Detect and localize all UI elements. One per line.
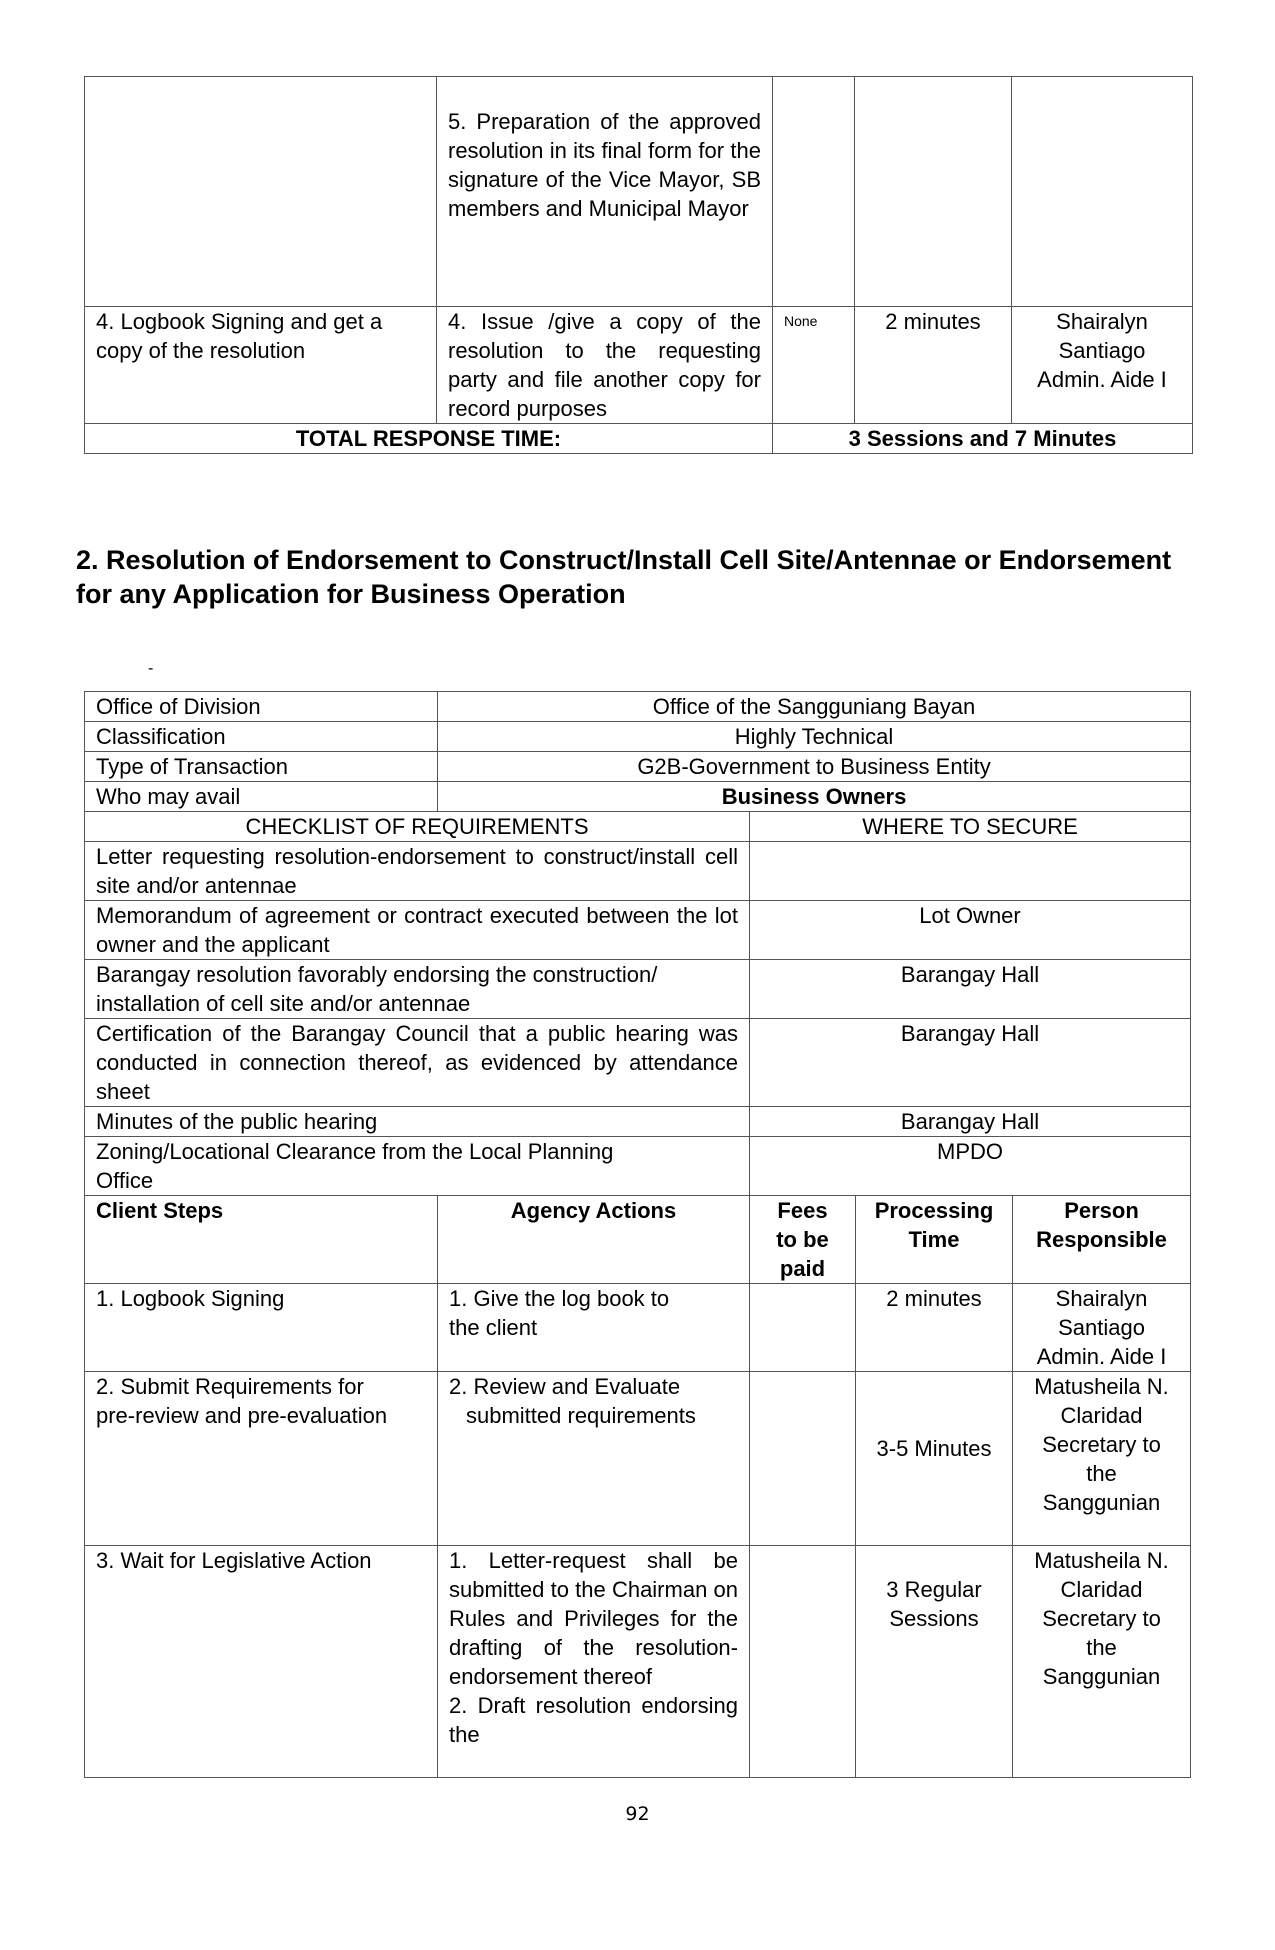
person-title-line: Admin. Aide I — [1037, 367, 1167, 392]
section-heading: 2. Resolution of Endorsement to Construct/Install Cell Site/Antennae or Endorsement for any Application for Business Operation — [76, 545, 1172, 609]
info-row — [85, 692, 1191, 722]
agency-action-text: 1. Letter-request shall be submitted to the Chairman on Rules and Privileges for the drafting of the resolution-endorsement thereof — [449, 1548, 738, 1689]
agency-action-cell — [438, 1284, 750, 1372]
client-steps-header: Client Steps — [85, 1196, 438, 1284]
info-label: Classification — [85, 722, 438, 752]
requirement-item: Certification of the Barangay Council that a public hearing was conducted in connection thereof, as evidenced by attendance sheet — [85, 1019, 750, 1107]
requirement-row — [85, 1107, 1191, 1137]
requirement-row — [85, 1019, 1191, 1107]
table-row — [85, 77, 1193, 307]
person-title-line: Secretary to — [1042, 1606, 1161, 1631]
time-cell: 2 minutes — [856, 1284, 1013, 1372]
info-value: G2B-Government to Business Entity — [438, 752, 1191, 782]
steps-header-row — [85, 1196, 1191, 1284]
requirement-source: MPDO — [750, 1137, 1191, 1196]
info-label: Type of Transaction — [85, 752, 438, 782]
person-title-line: Admin. Aide I — [1036, 1344, 1167, 1369]
requirement-row — [85, 842, 1191, 901]
info-row — [85, 752, 1191, 782]
step-row — [85, 1372, 1191, 1546]
time-cell: 3-5 Minutes — [856, 1372, 1013, 1546]
time-cell — [856, 1546, 1013, 1778]
client-step-cell: 4. Logbook Signing and get a copy of the resolution — [85, 307, 437, 424]
info-label: Who may avail — [85, 782, 438, 812]
agency-action-text: 2. Draft resolution endorsing the — [449, 1693, 738, 1747]
requirement-item: Barangay resolution favorably endorsing the construction/ installation of cell site and/or antennae — [85, 960, 750, 1019]
person-cell — [1013, 1372, 1191, 1546]
agency-action-cell — [438, 1372, 750, 1546]
processing-time-header: Processing Time — [856, 1196, 1013, 1284]
total-row — [85, 424, 1193, 454]
agency-action-text: 2. Review and Evaluate submitted requirements — [449, 1374, 696, 1428]
person-title-line: the — [1086, 1635, 1117, 1660]
fees-cell: None — [773, 307, 855, 424]
agency-action-cell — [438, 1546, 750, 1778]
time-line: 3 Regular — [886, 1577, 982, 1602]
client-step-text: 2. Submit Requirements for pre-review and pre-evaluation — [96, 1374, 388, 1428]
where-to-secure-header: WHERE TO SECURE — [750, 812, 1191, 842]
requirement-row — [85, 901, 1191, 960]
client-step-cell — [85, 77, 437, 307]
fees-cell — [750, 1546, 856, 1778]
person-name-line: Matusheila N. — [1034, 1548, 1169, 1573]
person-cell — [1012, 307, 1193, 424]
agency-action-cell: 4. Issue /give a copy of the resolution to the requesting party and file another copy for record purposes — [437, 307, 773, 424]
fees-cell — [773, 77, 855, 307]
info-value: Highly Technical — [438, 722, 1191, 752]
person-title-line: the — [1086, 1461, 1117, 1486]
requirement-item: Minutes of the public hearing — [85, 1107, 750, 1137]
agency-actions-header: Agency Actions — [438, 1196, 750, 1284]
checklist-header: CHECKLIST OF REQUIREMENTS — [85, 812, 750, 842]
time-cell — [855, 77, 1012, 307]
requirement-source — [750, 842, 1191, 901]
person-cell — [1012, 77, 1193, 307]
person-name-line: Matusheila N. — [1034, 1374, 1169, 1399]
requirement-item: Letter requesting resolution-endorsement to construct/install cell site and/or antennae — [85, 842, 750, 901]
requirement-item-text: Zoning/Locational Clearance from the Local Planning Office — [96, 1139, 614, 1193]
requirement-source: Barangay Hall — [750, 960, 1191, 1019]
service-table — [84, 691, 1191, 1778]
total-response-label: TOTAL RESPONSE TIME: — [85, 424, 773, 454]
total-response-value: 3 Sessions and 7 Minutes — [773, 424, 1193, 454]
fees-cell — [750, 1372, 856, 1546]
person-name-line: Shairalyn — [1056, 309, 1148, 334]
person-title-line: Sanggunian — [1042, 1664, 1161, 1689]
info-value: Business Owners — [438, 782, 1191, 812]
dash-mark: - — [148, 660, 154, 677]
agency-action-text: 1. Give the log book to the client — [449, 1286, 670, 1340]
requirement-row — [85, 960, 1191, 1019]
person-name-line: Claridad — [1060, 1403, 1143, 1428]
person-responsible-header: Person Responsible — [1013, 1196, 1191, 1284]
fees-header: Fees to be paid — [750, 1196, 856, 1284]
client-step-cell: 1. Logbook Signing — [85, 1284, 438, 1372]
requirement-row — [85, 1137, 1191, 1196]
table-row — [85, 307, 1193, 424]
step-row — [85, 1546, 1191, 1778]
requirement-source: Barangay Hall — [750, 1107, 1191, 1137]
fees-cell — [750, 1284, 856, 1372]
requirement-source: Lot Owner — [750, 901, 1191, 960]
checklist-header-row — [85, 812, 1191, 842]
requirement-item: Memorandum of agreement or contract executed between the lot owner and the applicant — [85, 901, 750, 960]
continued-steps-table — [84, 76, 1193, 454]
time-line: Sessions — [889, 1606, 979, 1631]
person-title-line: Secretary to — [1042, 1432, 1161, 1457]
requirement-item — [85, 1137, 750, 1196]
page-number: 92 — [625, 1803, 650, 1825]
client-step-cell: 3. Wait for Legislative Action — [85, 1546, 438, 1778]
person-cell — [1013, 1546, 1191, 1778]
step-row — [85, 1284, 1191, 1372]
person-cell — [1013, 1284, 1191, 1372]
info-label: Office of Division — [85, 692, 438, 722]
person-name-line: Santiago — [1058, 338, 1146, 363]
time-cell: 2 minutes — [855, 307, 1012, 424]
person-title-line: Sanggunian — [1042, 1490, 1161, 1515]
person-name-line: Claridad — [1060, 1577, 1143, 1602]
person-name-line: Shairalyn — [1055, 1286, 1148, 1311]
info-row — [85, 782, 1191, 812]
agency-action-cell: 5. Preparation of the approved resolution in its final form for the signature of the Vice Mayor, SB members and Municipal Mayor — [437, 77, 773, 307]
info-value: Office of the Sangguniang Bayan — [438, 692, 1191, 722]
client-step-cell — [85, 1372, 438, 1546]
person-name-line: Santiago — [1058, 1315, 1145, 1340]
requirement-source: Barangay Hall — [750, 1019, 1191, 1107]
info-row — [85, 722, 1191, 752]
